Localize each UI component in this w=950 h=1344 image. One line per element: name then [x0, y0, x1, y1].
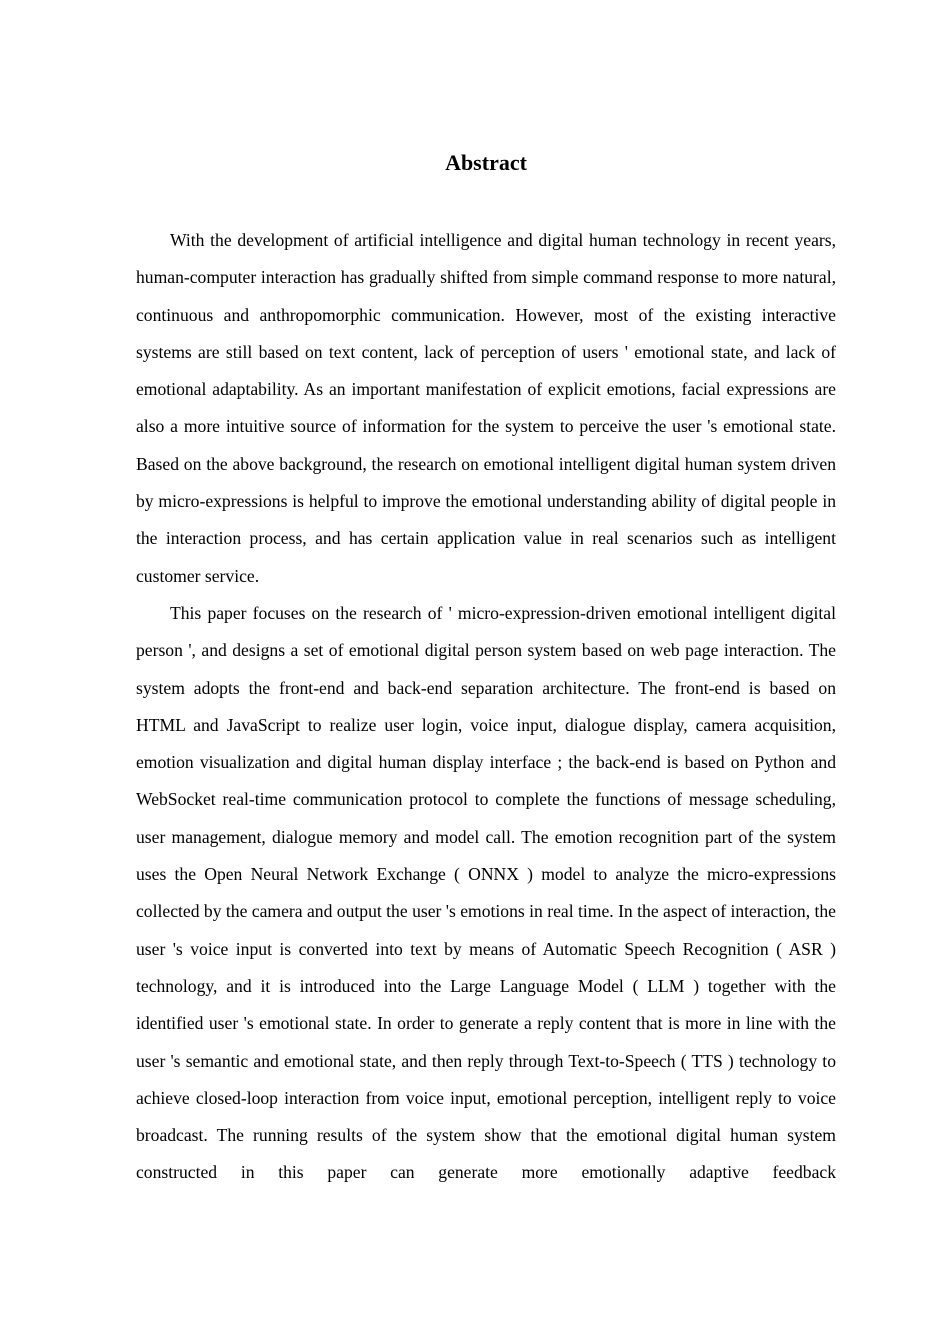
abstract-paragraph-1: With the development of artificial intelligence and digital human technology in recent years, human-computer interaction has gradually shifted from simple command response to more natural, continuous and anthropomorphic communication. However, most of the existing interactive systems are still based on text content, lack of perception of users ' emotional state, and lack of emotional adaptability. As an important manifestation of explicit emotions, facial expressions are also a more intuitive source of information for the system to perceive the user 's emotional state. Based on the above background, the research on emotional intelligent digital human system driven by micro-expressions is helpful to improve the emotional understanding ability of digital people in the interaction process, and has certain application value in real scenarios such as intelligent customer service.	[136, 230, 836, 586]
abstract-paragraph-2: This paper focuses on the research of ' micro-expression-driven emotional intelligent digital person ', and designs a set of emotional digital person system based on web page interaction. The system adopts the front-end and back-end separation architecture. The front-end is based on HTML and JavaScript to realize user login, voice input, dialogue display, camera acquisition, emotion visualization and digital human display interface ; the back-end is based on Python and WebSocket real-time communication protocol to complete the functions of message scheduling, user management, dialogue memory and model call. The emotion recognition part of the system uses the Open Neural Network Exchange ( ONNX ) model to analyze the micro-expressions collected by the camera and output the user 's emotions in real time. In the aspect of interaction, the user 's voice input is converted into text by means of Automatic Speech Recognition ( ASR ) technology, and it is introduced into the Large Language Model ( LLM ) together with the identified user 's emotional state. In order to generate a reply content that is more in line with the user 's semantic and emotional state, and then reply through Text-to-Speech ( TTS ) technology to achieve closed-loop interaction from voice input, emotional perception, intelligent reply to voice broadcast. The running results of the system show that the emotional digital human system constructed in this paper can generate more emotionally adaptive feedback	[136, 602, 836, 1183]
abstract-title: Abstract	[445, 150, 527, 175]
abstract-body	[136, 222, 836, 1192]
